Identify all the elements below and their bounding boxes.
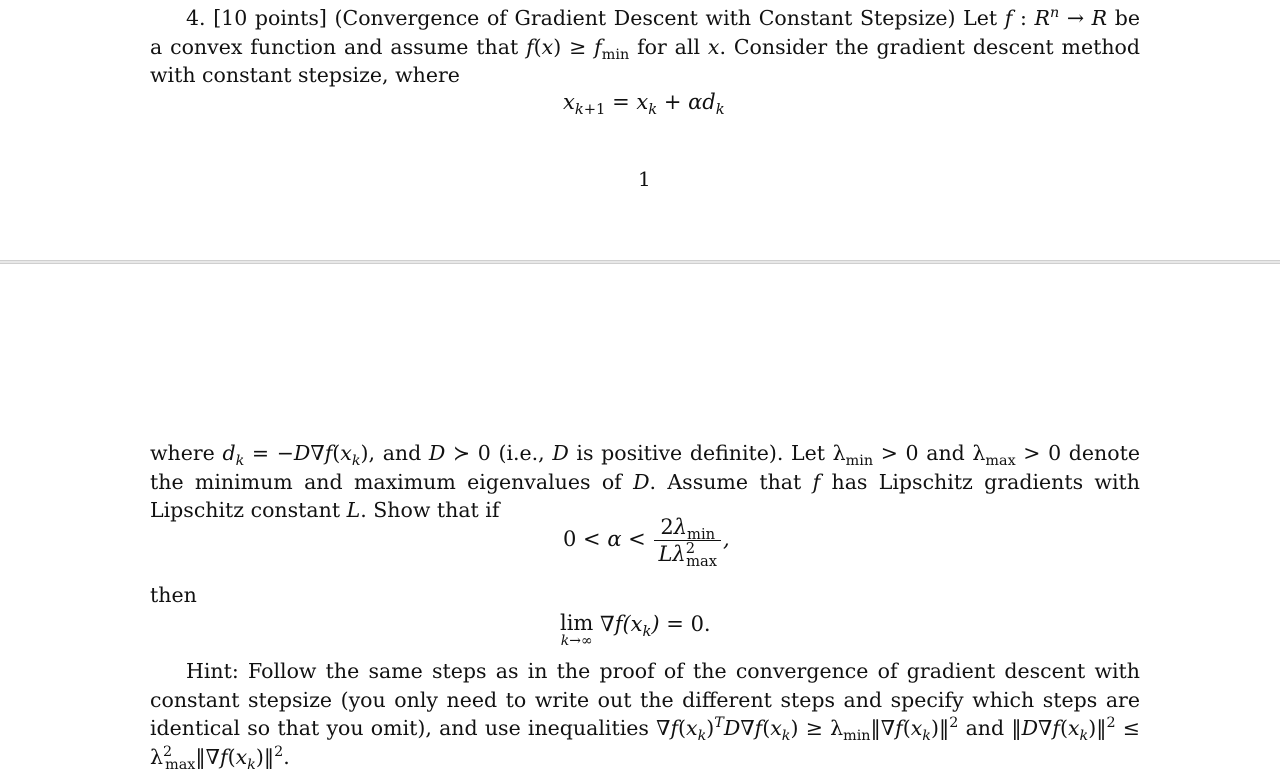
problem-statement: 4. [10 points] (Convergence of Gradient Descent with Constant Stepsize) Let f : $R^n \to R$ be a convex function and assume that $f(x) \ge f_{min}$ for all x. Consider the gradient descent method with constant stepsize, where: [150, 5, 1140, 87]
equation-limit: lim k→∞ $\nabla f(x_k) = 0$.: [560, 611, 711, 649]
hint-paragraph: Hint: Follow the same steps as in the proof of the convergence of gradient descent with constant stepsize (you only need to write out the different steps and specify which steps are identical so that you omit), and use inequalities $\nabla f(x_k)^TD\nabla f(x_k)$ ≥ $\lambda_{min}‖\nabla f(x_k)‖^2$ and $‖D\nabla f(x_k)‖^2$ ≤ $\lambda^2_{max}‖\nabla f(x_k)‖^2$.: [150, 659, 1140, 773]
then-label: then: [150, 583, 197, 607]
equation-condition: 0 < α < $\frac{2\lambda_{min}}{L\lambda^2_{max}}$ ,: [563, 515, 730, 571]
pdf-page-2: [0, 263, 1280, 781]
pdf-page-1: [0, 0, 1280, 261]
equation-update: $x_{k+1} = x_k + \alpha d_k$: [563, 90, 725, 119]
where-paragraph: where $d_k = -D\nabla f(x_k)$, and D ≻ 0 (i.e., D is positive definite). Let $\lambda_{min} > 0$ and $\lambda_{max} > 0$ denote the minimum and maximum eigenvalues of D. Assume that f has Lipschitz gradients with Lipschitz constant L. Show that if: [150, 441, 1140, 522]
page-number: 1: [638, 167, 651, 191]
